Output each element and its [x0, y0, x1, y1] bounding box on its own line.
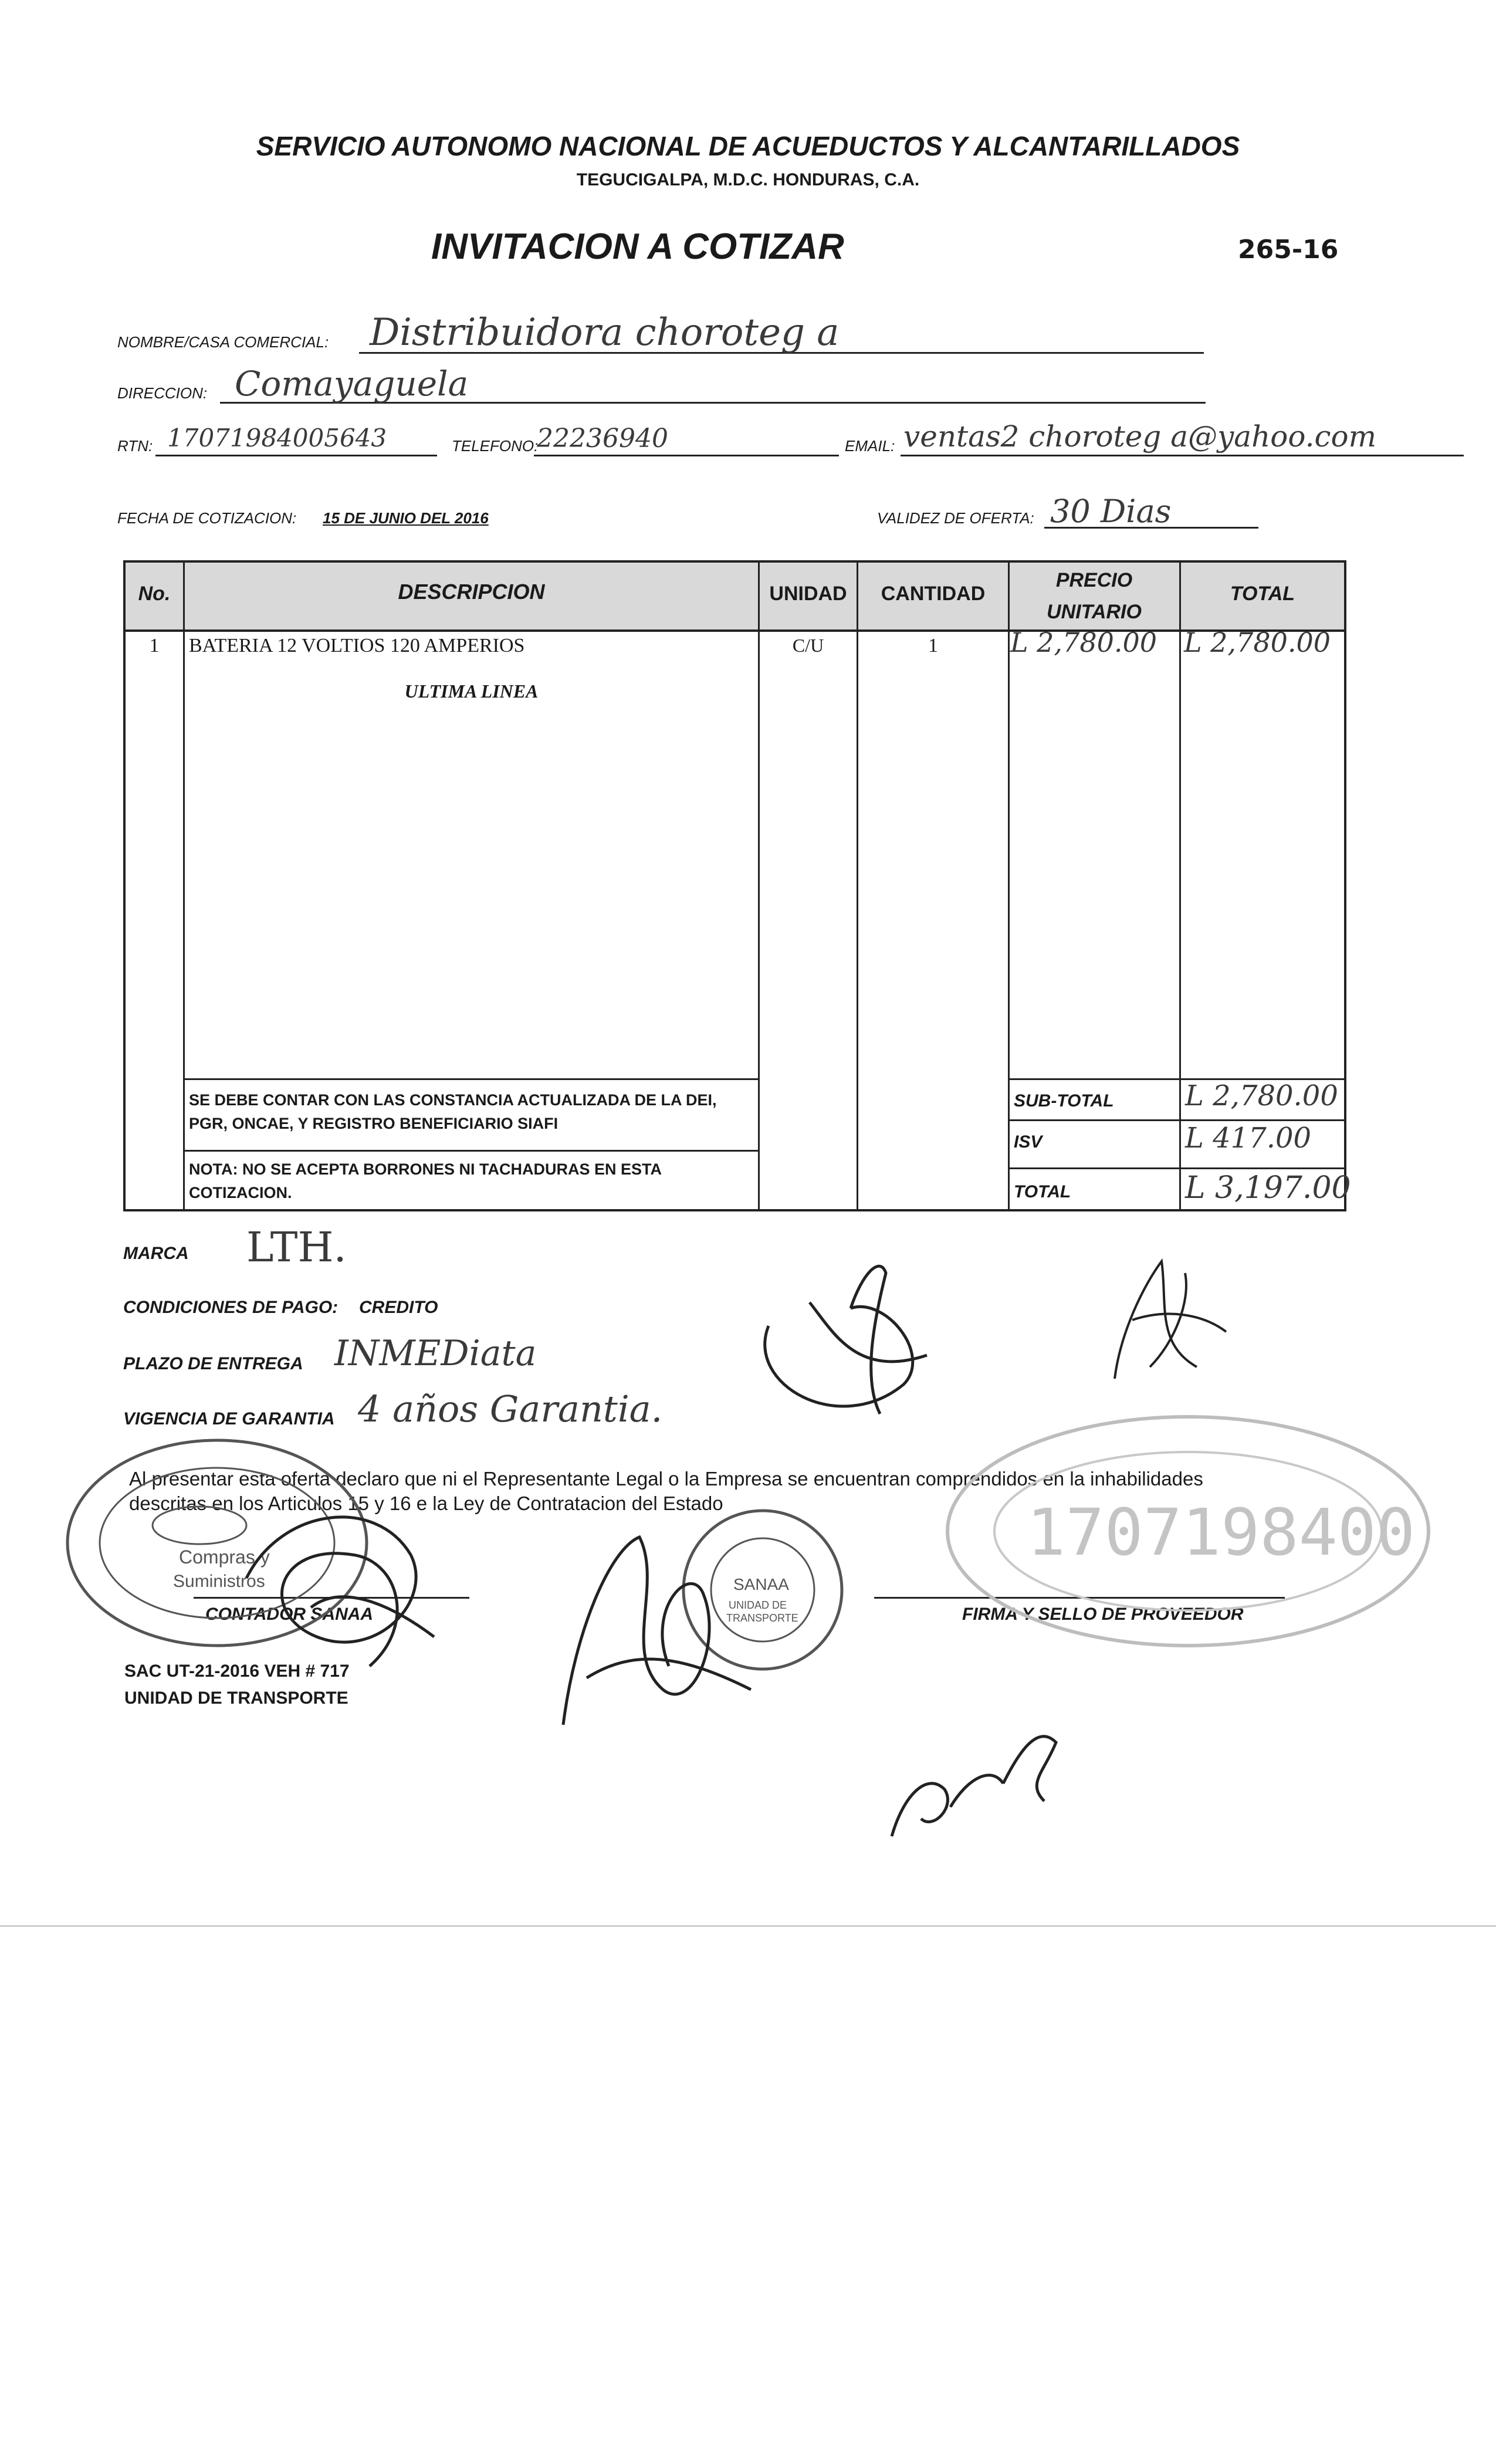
row-descripcion: BATERIA 12 VOLTIOS 120 AMPERIOS [189, 635, 525, 656]
org-name: SERVICIO AUTONOMO NACIONAL DE ACUEDUCTOS Y ALCANTARILLADOS [256, 131, 1240, 161]
signature-bottom-icon [868, 1690, 1079, 1854]
isv-label: ISV [1014, 1132, 1043, 1152]
page-title: INVITACION A COTIZAR [431, 226, 844, 267]
rtn-value: 17071984005643 [167, 424, 387, 452]
telefono-label: TELEFONO: [452, 437, 539, 455]
pago-value: CREDITO [359, 1298, 438, 1317]
total-value: L 3,197.00 [1185, 1170, 1351, 1206]
th-cantidad: CANTIDAD [881, 583, 986, 605]
th-descripcion: DESCRIPCION [398, 580, 545, 604]
row-total: L 2,780.00 [1184, 627, 1331, 658]
svg-text:UNIDAD DE: UNIDAD DE [729, 1599, 787, 1611]
nombre-value: Distribuidora choroteg a [370, 311, 840, 354]
plazo-value: INMEDiata [334, 1333, 537, 1374]
signature-left-icon [223, 1473, 469, 1695]
email-value: ventas2 choroteg a@yahoo.com [903, 419, 1377, 453]
org-location: TEGUCIGALPA, M.D.C. HONDURAS, C.A. [576, 170, 920, 189]
svg-text:Compras y: Compras y [179, 1546, 270, 1568]
signature-mid-icon [528, 1514, 774, 1760]
fecha-value: 15 DE JUNIO DEL 2016 [323, 509, 489, 527]
validez-label: VALIDEZ DE OFERTA: [877, 509, 1034, 527]
sac-label: SAC UT-21-2016 VEH # 717 [124, 1661, 350, 1681]
marca-value: LTH. [246, 1223, 347, 1271]
rtn-label: RTN: [117, 437, 153, 455]
direccion-value: Comayaguela [235, 364, 469, 404]
row-unidad: C/U [792, 635, 824, 656]
total-label: TOTAL [1014, 1182, 1071, 1201]
nombre-label: NOMBRE/CASA COMERCIAL: [117, 333, 329, 351]
th-unidad: UNIDAD [769, 583, 847, 605]
validez-value: 30 Dias [1050, 493, 1172, 530]
svg-text:Suministros: Suministros [173, 1572, 265, 1591]
row-subtitle: ULTIMA LINEA [404, 681, 539, 702]
contador-label: CONTADOR SANAA [205, 1605, 374, 1624]
plazo-label: PLAZO DE ENTREGA [123, 1354, 303, 1373]
th-total: TOTAL [1230, 583, 1295, 605]
svg-text:1707198400: 1707198400 [1027, 1495, 1416, 1570]
th-precio-unitario: PRECIO UNITARIO [1047, 569, 1142, 623]
fecha-label: FECHA DE COTIZACION: [117, 509, 297, 527]
pago-label: CONDICIONES DE PAGO: [123, 1298, 339, 1317]
proveedor-label: FIRMA Y SELLO DE PROVEEDOR [962, 1605, 1244, 1624]
garantia-label: VIGENCIA DE GARANTIA [123, 1409, 335, 1429]
garantia-value: 4 años Garantia. [358, 1387, 663, 1430]
subtotal-value: L 2,780.00 [1185, 1079, 1338, 1112]
signature-scribble-icon [733, 1250, 956, 1443]
email-label: EMAIL: [845, 437, 895, 455]
th-no: No. [138, 583, 171, 605]
declaration: Al presentar esta oferta declaro que ni el Representante Legal o la Empresa se encuentran comprendidos en la inhabilidades descritas en los Articulos 15 y 16 e la Ley de Contratacion del Estado [129, 1468, 1203, 1514]
isv-value: L 417.00 [1185, 1122, 1312, 1155]
stamp-proveedor-icon [939, 1408, 1437, 1654]
svg-text:TRANSPORTE: TRANSPORTE [726, 1612, 798, 1624]
marca-label: MARCA [123, 1244, 189, 1263]
doc-number: 265-16 [1238, 235, 1339, 265]
row-cantidad: 1 [928, 635, 938, 656]
note-requirements: SE DEBE CONTAR CON LAS CONSTANCIA ACTUALIZADA DE LA DEI, PGR, ONCAE, Y REGISTRO BENEFICIARIO SIAFI [189, 1091, 717, 1132]
note-borrones: NOTA: NO SE ACEPTA BORRONES NI TACHADURAS EN ESTA COTIZACION. [189, 1160, 662, 1201]
direccion-label: DIRECCION: [117, 384, 208, 402]
unidad-transporte-label: UNIDAD DE TRANSPORTE [124, 1688, 348, 1708]
page-edge [0, 1925, 1496, 1927]
subtotal-label: SUB-TOTAL [1014, 1091, 1114, 1111]
initials-scribble-icon [1097, 1250, 1244, 1396]
telefono-value: 22236940 [537, 424, 668, 453]
row-no: 1 [149, 635, 160, 656]
svg-text:SANAA: SANAA [733, 1575, 789, 1593]
row-precio: L 2,780.00 [1010, 627, 1157, 658]
